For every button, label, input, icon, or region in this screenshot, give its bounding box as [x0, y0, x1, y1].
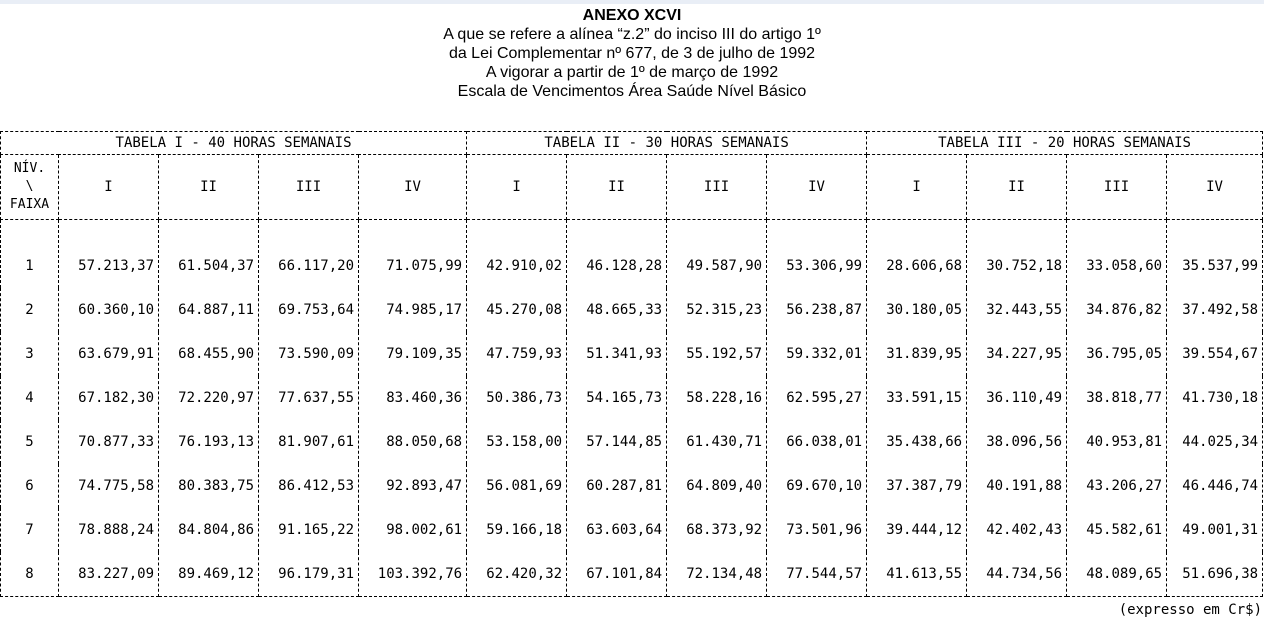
document-header	[0, 6, 1264, 101]
corner-label-niv: NÍV.	[13, 161, 46, 176]
table-row	[1, 288, 1263, 332]
value-cell: 61.430,71	[667, 420, 767, 464]
value-cell: 37.387,79	[867, 464, 967, 508]
value-cell: 39.554,67	[1167, 332, 1263, 376]
header-line-4: Escala de Vencimentos Área Saúde Nível Básico	[457, 83, 807, 100]
value-cell: 69.670,10	[767, 464, 867, 508]
value-cell: 72.220,97	[159, 376, 259, 420]
table-row	[1, 220, 1263, 289]
value-cell: 45.582,61	[1067, 508, 1167, 552]
corner-label-slash: \	[25, 179, 34, 194]
top-bar	[0, 0, 1264, 4]
value-cell: 77.544,57	[767, 552, 867, 597]
value-cell: 44.025,34	[1167, 420, 1263, 464]
value-cell: 71.075,99	[359, 220, 467, 289]
value-cell: 28.606,68	[867, 220, 967, 289]
value-cell: 74.775,58	[59, 464, 159, 508]
table-row	[1, 508, 1263, 552]
value-cell: 81.907,61	[259, 420, 359, 464]
currency-footnote: (expresso em Cr$)	[1118, 602, 1262, 618]
level-cell: 4	[1, 376, 59, 420]
level-cell: 1	[1, 220, 59, 289]
group-header-row	[1, 132, 1263, 155]
value-cell: 88.050,68	[359, 420, 467, 464]
value-cell: 46.128,28	[567, 220, 667, 289]
column-header: II	[159, 155, 259, 220]
value-cell: 62.595,27	[767, 376, 867, 420]
table-row	[1, 464, 1263, 508]
value-cell: 74.985,17	[359, 288, 467, 332]
value-cell: 30.752,18	[967, 220, 1067, 289]
value-cell: 103.392,76	[359, 552, 467, 597]
value-cell: 49.001,31	[1167, 508, 1263, 552]
value-cell: 73.501,96	[767, 508, 867, 552]
column-header-row	[1, 155, 1263, 220]
salary-table	[0, 131, 1263, 597]
value-cell: 53.306,99	[767, 220, 867, 289]
value-cell: 59.332,01	[767, 332, 867, 376]
value-cell: 77.637,55	[259, 376, 359, 420]
value-cell: 57.144,85	[567, 420, 667, 464]
value-cell: 43.206,27	[1067, 464, 1167, 508]
table-row	[1, 552, 1263, 597]
corner-label-faixa: FAIXA	[9, 197, 50, 212]
header-line-3: A vigorar a partir de 1º de março de 1992	[485, 64, 779, 81]
value-cell: 34.227,95	[967, 332, 1067, 376]
value-cell: 37.492,58	[1167, 288, 1263, 332]
value-cell: 42.910,02	[467, 220, 567, 289]
value-cell: 40.953,81	[1067, 420, 1167, 464]
value-cell: 61.504,37	[159, 220, 259, 289]
value-cell: 69.753,64	[259, 288, 359, 332]
value-cell: 63.679,91	[59, 332, 159, 376]
value-cell: 78.888,24	[59, 508, 159, 552]
value-cell: 68.455,90	[159, 332, 259, 376]
column-header: IV	[359, 155, 467, 220]
level-cell: 7	[1, 508, 59, 552]
value-cell: 76.193,13	[159, 420, 259, 464]
value-cell: 42.402,43	[967, 508, 1067, 552]
value-cell: 51.696,38	[1167, 552, 1263, 597]
level-cell: 8	[1, 552, 59, 597]
value-cell: 50.386,73	[467, 376, 567, 420]
value-cell: 46.446,74	[1167, 464, 1263, 508]
value-cell: 33.058,60	[1067, 220, 1167, 289]
value-cell: 52.315,23	[667, 288, 767, 332]
value-cell: 83.460,36	[359, 376, 467, 420]
value-cell: 98.002,61	[359, 508, 467, 552]
value-cell: 44.734,56	[967, 552, 1067, 597]
value-cell: 36.110,49	[967, 376, 1067, 420]
column-header: I	[867, 155, 967, 220]
table-body	[1, 220, 1263, 597]
value-cell: 66.038,01	[767, 420, 867, 464]
value-cell: 64.887,11	[159, 288, 259, 332]
value-cell: 60.287,81	[567, 464, 667, 508]
value-cell: 96.179,31	[259, 552, 359, 597]
value-cell: 41.730,18	[1167, 376, 1263, 420]
group-header-tabela-1: TABELA I - 40 HORAS SEMANAIS	[1, 132, 467, 155]
value-cell: 34.876,82	[1067, 288, 1167, 332]
group-header-tabela-3: TABELA III - 20 HORAS SEMANAIS	[867, 132, 1263, 155]
value-cell: 38.096,56	[967, 420, 1067, 464]
table-row	[1, 332, 1263, 376]
level-cell: 5	[1, 420, 59, 464]
value-cell: 33.591,15	[867, 376, 967, 420]
value-cell: 89.469,12	[159, 552, 259, 597]
value-cell: 38.818,77	[1067, 376, 1167, 420]
value-cell: 32.443,55	[967, 288, 1067, 332]
value-cell: 64.809,40	[667, 464, 767, 508]
value-cell: 72.134,48	[667, 552, 767, 597]
value-cell: 59.166,18	[467, 508, 567, 552]
level-cell: 2	[1, 288, 59, 332]
value-cell: 53.158,00	[467, 420, 567, 464]
column-header: IV	[1167, 155, 1263, 220]
value-cell: 36.795,05	[1067, 332, 1167, 376]
level-cell: 3	[1, 332, 59, 376]
column-header: III	[667, 155, 767, 220]
group-header-tabela-2: TABELA II - 30 HORAS SEMANAIS	[467, 132, 867, 155]
column-header: IV	[767, 155, 867, 220]
value-cell: 68.373,92	[667, 508, 767, 552]
column-header: I	[59, 155, 159, 220]
value-cell: 86.412,53	[259, 464, 359, 508]
value-cell: 73.590,09	[259, 332, 359, 376]
annex-title: ANEXO XCVI	[582, 7, 682, 24]
column-header: III	[1067, 155, 1167, 220]
value-cell: 83.227,09	[59, 552, 159, 597]
value-cell: 66.117,20	[259, 220, 359, 289]
value-cell: 40.191,88	[967, 464, 1067, 508]
header-line-2: da Lei Complementar nº 677, de 3 de julho de 1992	[448, 45, 816, 62]
value-cell: 56.081,69	[467, 464, 567, 508]
value-cell: 48.089,65	[1067, 552, 1167, 597]
value-cell: 60.360,10	[59, 288, 159, 332]
value-cell: 41.613,55	[867, 552, 967, 597]
value-cell: 39.444,12	[867, 508, 967, 552]
column-header: II	[967, 155, 1067, 220]
value-cell: 63.603,64	[567, 508, 667, 552]
value-cell: 80.383,75	[159, 464, 259, 508]
value-cell: 62.420,32	[467, 552, 567, 597]
value-cell: 31.839,95	[867, 332, 967, 376]
table-row	[1, 420, 1263, 464]
value-cell: 67.101,84	[567, 552, 667, 597]
value-cell: 58.228,16	[667, 376, 767, 420]
column-header: II	[567, 155, 667, 220]
header-line-1: A que se refere a alínea “z.2” do inciso III do artigo 1º	[443, 26, 821, 43]
value-cell: 91.165,22	[259, 508, 359, 552]
value-cell: 51.341,93	[567, 332, 667, 376]
value-cell: 92.893,47	[359, 464, 467, 508]
value-cell: 47.759,93	[467, 332, 567, 376]
value-cell: 79.109,35	[359, 332, 467, 376]
column-header: I	[467, 155, 567, 220]
value-cell: 55.192,57	[667, 332, 767, 376]
value-cell: 56.238,87	[767, 288, 867, 332]
value-cell: 49.587,90	[667, 220, 767, 289]
level-cell: 6	[1, 464, 59, 508]
level-column-header	[1, 155, 59, 220]
value-cell: 84.804,86	[159, 508, 259, 552]
value-cell: 35.438,66	[867, 420, 967, 464]
value-cell: 35.537,99	[1167, 220, 1263, 289]
table-row	[1, 376, 1263, 420]
value-cell: 30.180,05	[867, 288, 967, 332]
value-cell: 67.182,30	[59, 376, 159, 420]
value-cell: 57.213,37	[59, 220, 159, 289]
value-cell: 45.270,08	[467, 288, 567, 332]
value-cell: 48.665,33	[567, 288, 667, 332]
column-header: III	[259, 155, 359, 220]
value-cell: 70.877,33	[59, 420, 159, 464]
value-cell: 54.165,73	[567, 376, 667, 420]
